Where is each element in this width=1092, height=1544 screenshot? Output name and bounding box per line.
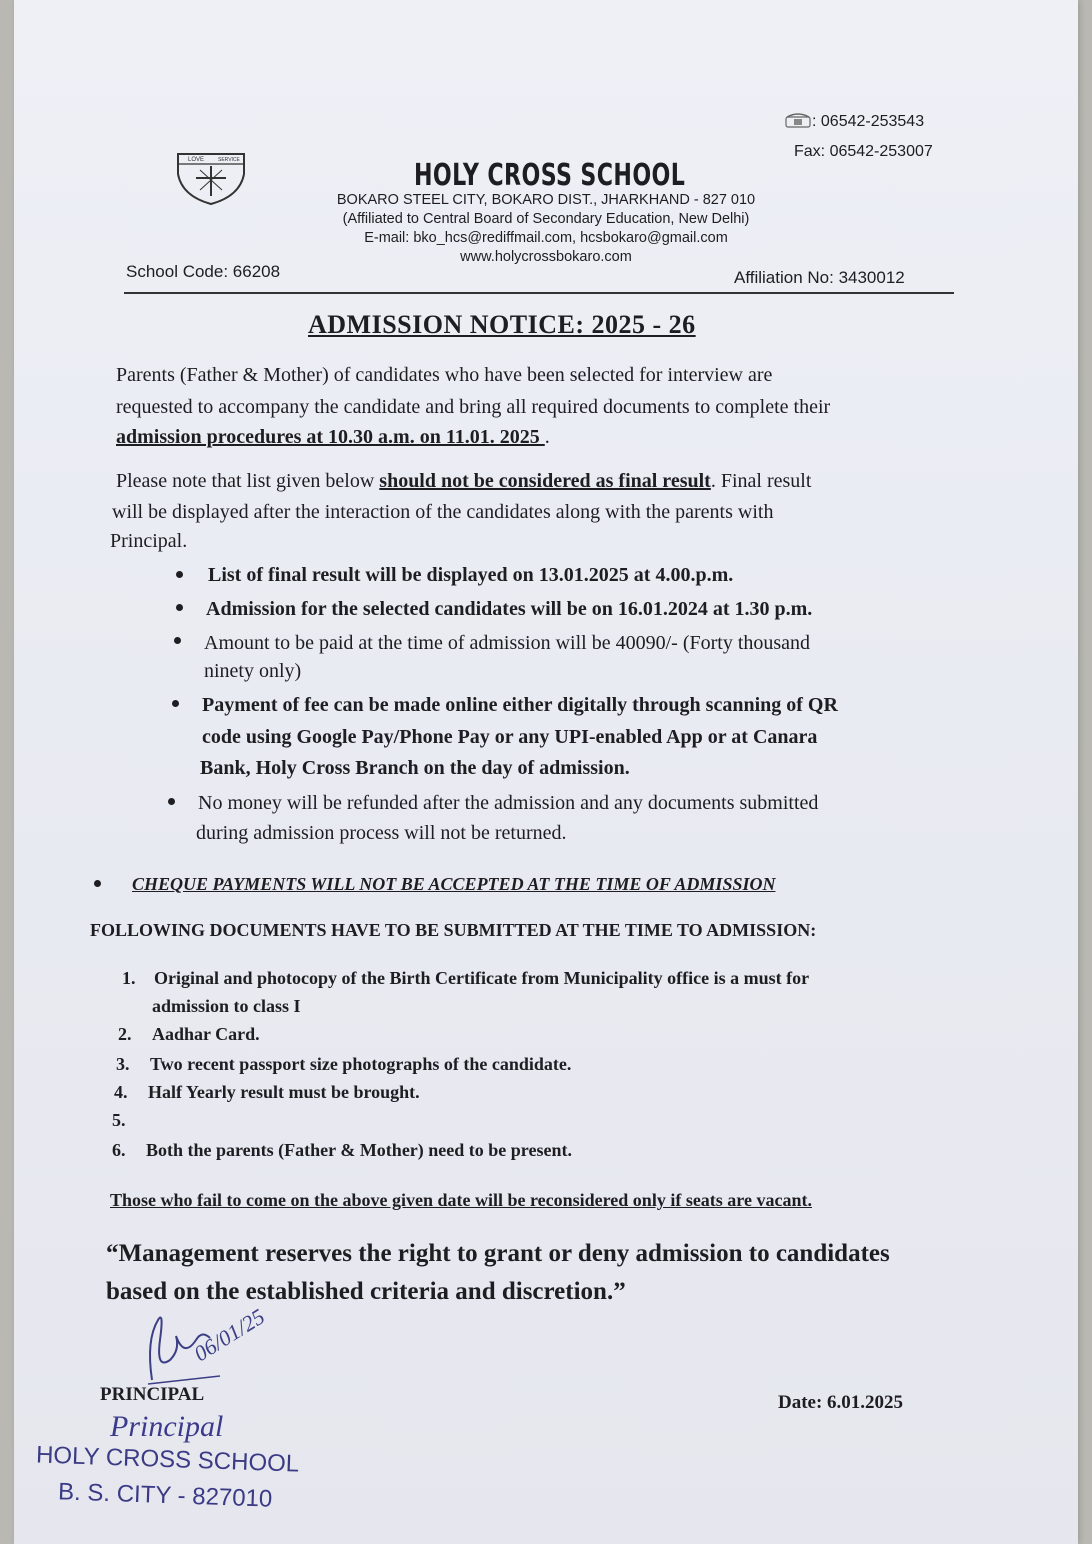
paragraph-2-start: Please note that list given below: [116, 470, 380, 492]
school-website: www.holycrossbokaro.com: [460, 249, 632, 265]
bullet-dot: [174, 637, 181, 644]
bullet-dot: [168, 798, 175, 805]
header-divider: [124, 292, 954, 294]
doc-number: 6.: [112, 1140, 126, 1160]
school-email: E-mail: bko_hcs@rediffmail.com, hcsbokaro@gmail.com: [364, 230, 728, 246]
telephone-icon: [784, 112, 812, 128]
doc-number: 5.: [112, 1110, 126, 1130]
bullet-dot: [176, 604, 183, 611]
cheque-warning: CHEQUE PAYMENTS WILL NOT BE ACCEPTED AT THE TIME OF ADMISSION: [132, 874, 776, 894]
phone-text: : 06542-253543: [812, 113, 925, 130]
signature-date: 06/01/25: [189, 1303, 269, 1367]
logo-word-service: SERVICE: [218, 157, 240, 163]
bullet-refund-line-2: during admission process will not be returned.: [196, 822, 567, 844]
documents-heading: FOLLOWING DOCUMENTS HAVE TO BE SUBMITTED AT THE TIME TO ADMISSION:: [90, 920, 817, 940]
paragraph-1-line-2: requested to accompany the candidate and bring all required documents to complete their: [116, 396, 831, 418]
affiliation-number: Affiliation No: 3430012: [734, 268, 905, 287]
stamp-city: B. S. CITY - 827010: [57, 1478, 273, 1513]
paragraph-1-line-1: Parents (Father & Mother) of candidates who have been selected for interview are: [116, 364, 773, 386]
doc-parents-present: Both the parents (Father & Mother) need to be present.: [146, 1140, 572, 1160]
paragraph-2-continue: . Final result: [710, 470, 812, 492]
doc-aadhar: Aadhar Card.: [152, 1024, 260, 1044]
paragraph-1-end: .: [544, 426, 550, 448]
paragraph-2-line-1: [116, 470, 811, 493]
doc-photographs: Two recent passport size photographs of the candidate.: [150, 1054, 572, 1074]
bullet-dot: [94, 880, 101, 887]
fax-number: Fax: 06542-253007: [794, 143, 933, 160]
doc-number: 4.: [114, 1082, 128, 1102]
bullet-refund-line-1: No money will be refunded after the admission and any documents submitted: [198, 792, 819, 814]
not-final-result-text: should not be considered as final result: [379, 470, 711, 492]
school-code: School Code: 66208: [126, 262, 281, 281]
notice-title: ADMISSION NOTICE: 2025 - 26: [308, 310, 696, 339]
bullet-payment-line-1: Payment of fee can be made online either digitally through scanning of QR: [202, 694, 838, 716]
school-name: HOLY CROSS SCHOOL: [414, 158, 686, 193]
bullet-dot: [176, 571, 183, 578]
doc-half-yearly: Half Yearly result must be brought.: [148, 1082, 420, 1102]
bullet-admission-date: Admission for the selected candidates will be on 16.01.2024 at 1.30 p.m.: [206, 598, 813, 620]
vacant-seats-note: Those who fail to come on the above given date will be reconsidered only if seats are vacant.: [110, 1190, 812, 1210]
stamp-school-name: HOLY CROSS SCHOOL: [35, 1441, 300, 1478]
bullet-dot: [172, 700, 179, 707]
bullet-payment-line-2: code using Google Pay/Phone Pay or any UPI-enabled App or at Canara: [202, 726, 818, 748]
doc-number: 1.: [122, 968, 136, 988]
bullet-amount-line-1: Amount to be paid at the time of admission will be 40090/- (Forty thousand: [204, 632, 811, 654]
principal-signature: [140, 1300, 300, 1390]
doc-number: 3.: [116, 1054, 130, 1074]
bullet-amount-line-2: ninety only): [204, 660, 302, 682]
logo-word-love: LOVE: [188, 157, 205, 163]
admission-procedure-time: admission procedures at 10.30 a.m. on 11.01. 2025: [116, 426, 545, 448]
school-address: BOKARO STEEL CITY, BOKARO DIST., JHARKHAND - 827 010: [336, 192, 756, 208]
doc-number: 2.: [118, 1024, 132, 1044]
school-affiliation-line: (Affiliated to Central Board of Secondary Education, New Delhi): [342, 211, 750, 227]
principal-label: PRINCIPAL: [100, 1384, 205, 1405]
management-quote-line-2: based on the established criteria and discretion.”: [106, 1278, 626, 1305]
bullet-final-result: List of final result will be displayed on 13.01.2025 at 4.00.p.m.: [208, 564, 734, 586]
stamp-principal: Principal: [110, 1410, 224, 1443]
management-quote-line-1: “Management reserves the right to grant or deny admission to candidates: [106, 1240, 890, 1267]
paragraph-2-line-3: Principal.: [110, 530, 188, 552]
doc-birth-certificate-cont: admission to class I: [152, 996, 301, 1016]
notice-date: Date: 6.01.2025: [778, 1392, 904, 1413]
paragraph-1-line-3: [116, 426, 550, 449]
doc-birth-certificate: Original and photocopy of the Birth Certificate from Municipality office is a must for: [154, 968, 810, 988]
phone-number: [784, 112, 924, 131]
bullet-payment-line-3: Bank, Holy Cross Branch on the day of admission.: [200, 757, 630, 779]
paragraph-2-line-2: will be displayed after the interaction of the candidates along with the parents with: [112, 501, 774, 523]
